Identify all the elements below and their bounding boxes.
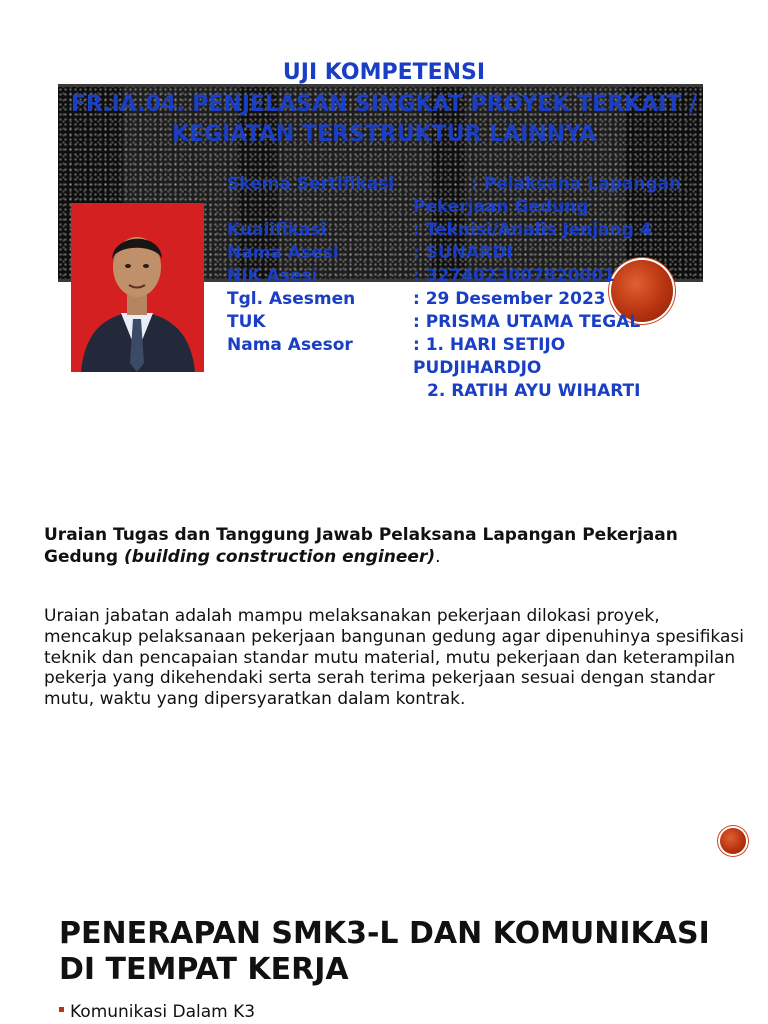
nama-asesi-value: : SUNARDI (413, 243, 513, 263)
slide3-title: PENERAPAN SMK3-L DAN KOMUNIKASI DI TEMPAT KERJA (59, 916, 710, 987)
bullet-text: Komunikasi Dalam K3 (70, 1002, 256, 1022)
skema-value-cont: Pekerjaan Gedung (413, 197, 589, 217)
nik-label: NIK Asesi (227, 266, 318, 286)
info-row-tgl (227, 288, 727, 311)
slide2-heading (44, 524, 744, 568)
asesor-value-1: : 1. HARI SETIJO (413, 335, 566, 355)
slide2-paragraph: Uraian jabatan adalah mampu melaksanakan pekerjaan dilokasi proyek, mencakup pelaksanaan pekerjaan bangunan gedung agar dipenuhinya spesifikasi teknik dan pencapaian standar mutu material, mutu pekerjaan dan keterampilan pekerja yang dikehendaki serta serah terima pekerjaan sesuai dengan standar mutu, waktu yang dipersyaratkan dalam kontrak. (44, 606, 744, 710)
asesor-label: Nama Asesor (227, 335, 353, 355)
tuk-label: TUK (227, 312, 266, 332)
info-row-nama-asesi (227, 242, 727, 265)
asesor-value-2: 2. RATIH AYU WIHARTI (427, 381, 641, 401)
person-portrait-icon (71, 203, 204, 372)
asesi-info-block (227, 173, 727, 403)
info-row-skema (227, 173, 727, 196)
info-row-asesor (227, 334, 727, 357)
decorative-orb-small-icon (720, 828, 746, 854)
cover-subtitle: FR.IA.04. PENJELASAN SINGKAT PROYEK TERKAIT / KEGIATAN TERSTRUKTUR LAINNYA (70, 92, 698, 147)
info-row-kualifikasi (227, 219, 727, 242)
skema-value: : Pelaksana Lapangan (471, 174, 682, 194)
kualifikasi-label: Kualifikasi (227, 220, 327, 240)
tgl-asesmen-value: : 29 Desember 2023 (413, 289, 606, 309)
cover-title: UJI KOMPETENSI (282, 60, 486, 85)
info-row-tuk (227, 311, 727, 334)
tgl-asesmen-label: Tgl. Asesmen (227, 289, 356, 309)
nik-value: : 3274023007820001 (413, 266, 615, 286)
kualifikasi-value: : Teknisi/Analis Jenjang 4 (413, 220, 652, 240)
asesi-photo (71, 203, 204, 372)
skema-label: Skema Sertifikasi (227, 174, 395, 194)
tuk-value: : PRISMA UTAMA TEGAL (413, 312, 641, 332)
info-row-asesor-cont (227, 357, 727, 380)
heading-bold-text: Uraian Tugas dan Tanggung Jawab Pelaksana Lapangan Pekerjaan Gedung (44, 525, 678, 567)
bullet-square-icon (59, 1007, 64, 1012)
nama-asesi-label: Nama Asesi (227, 243, 339, 263)
heading-italic-text: (building construction engineer) (123, 547, 436, 567)
info-row-asesor-2 (227, 380, 727, 403)
info-row-skema-cont (227, 196, 727, 219)
asesor-value-1-cont: PUDJIHARDJO (413, 358, 542, 378)
slide-cover (0, 0, 768, 420)
bullet-item (59, 1000, 255, 1024)
info-row-nik (227, 265, 727, 288)
heading-end-text: . (435, 547, 441, 567)
